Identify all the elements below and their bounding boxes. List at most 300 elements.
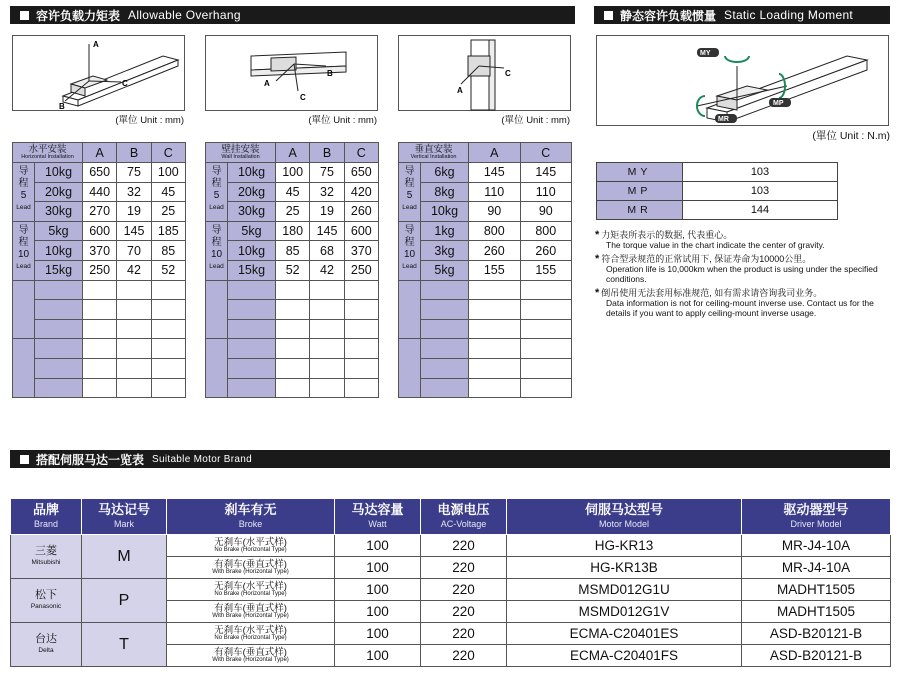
value-cell: 650: [344, 163, 378, 183]
motor-column-header: [421, 499, 507, 535]
unit-label-mm: (單位 Unit : mm): [501, 115, 570, 126]
value-cell: 90: [469, 202, 521, 222]
volt-cell: 220: [421, 557, 507, 579]
lead-num: 5: [406, 190, 413, 201]
value-cell: 260: [469, 241, 521, 261]
empty-cell: [310, 378, 344, 398]
label-c: C: [122, 79, 128, 88]
empty-cell: [117, 378, 151, 398]
value-cell: 155: [520, 260, 572, 280]
value-cell: 250: [344, 260, 378, 280]
empty-group-cell: [399, 280, 421, 339]
empty-cell: [344, 339, 378, 359]
note-item: [595, 288, 885, 318]
label-c: C: [300, 93, 306, 102]
value-cell: 100: [151, 163, 185, 183]
lead-group-label: [206, 163, 228, 222]
empty-cell: [520, 319, 572, 339]
header-en: AC-Voltage: [440, 518, 487, 529]
brand-cell: [11, 579, 82, 623]
empty-cell: [469, 378, 521, 398]
empty-cell: [117, 339, 151, 359]
brake-cell: [167, 579, 335, 601]
watt-cell: 100: [335, 623, 421, 645]
note-item: [595, 254, 885, 284]
empty-cell: [228, 300, 276, 320]
value-cell: 260: [344, 202, 378, 222]
motor-cell: ECMA-C20401ES: [507, 623, 742, 645]
load-cell: 30kg: [35, 202, 83, 222]
empty-cell: [310, 339, 344, 359]
brake-cell: [167, 601, 335, 623]
table-title: 水平安装 Horizontal Installation: [13, 143, 83, 163]
header-cn: 刹车有无: [224, 501, 277, 517]
mark-cell: T: [82, 623, 167, 667]
brake-cn: 有刹车(垂直式样): [214, 602, 287, 614]
value-cell: 145: [310, 221, 344, 241]
empty-cell: [35, 378, 83, 398]
empty-cell: [228, 358, 276, 378]
moment-value: 103: [683, 182, 838, 201]
lead-cn_bottom: 程: [18, 236, 29, 248]
horizontal-rail-drawing: [13, 36, 186, 112]
empty-cell: [228, 319, 276, 339]
table-row: [206, 182, 379, 202]
lead-cn_top: 导: [404, 224, 415, 236]
empty-cell: [520, 300, 572, 320]
value-cell: 800: [520, 221, 572, 241]
empty-cell: [421, 280, 469, 300]
value-cell: 650: [83, 163, 117, 183]
value-cell: 110: [520, 182, 572, 202]
empty-cell: [469, 339, 521, 359]
empty-cell: [276, 339, 310, 359]
empty-cell: [117, 319, 151, 339]
header-en: Broke: [238, 518, 263, 529]
overhang-table-0: [12, 142, 186, 398]
table-row: [13, 241, 186, 261]
lead-num: 5: [20, 190, 27, 201]
overhang-table-1: [205, 142, 379, 398]
empty-cell: [151, 339, 185, 359]
moment-value: 103: [683, 163, 838, 182]
empty-cell: [151, 319, 185, 339]
value-cell: 800: [469, 221, 521, 241]
empty-cell: [228, 339, 276, 359]
lead-group-label: [13, 163, 35, 222]
table-row: [13, 300, 186, 320]
empty-cell: [421, 378, 469, 398]
star-bullet-icon: *: [595, 229, 600, 241]
load-cell: 10kg: [35, 241, 83, 261]
overhang-title-cn: 容许负载力矩表: [36, 8, 121, 23]
lead-cn_bottom: 程: [404, 178, 415, 189]
brake-en: No Brake (Horizontal Type): [214, 634, 287, 641]
value-cell: 250: [83, 260, 117, 280]
value-cell: 85: [151, 241, 185, 261]
value-cell: 440: [83, 182, 117, 202]
table-row: [13, 378, 186, 398]
empty-cell: [83, 280, 117, 300]
empty-cell: [151, 378, 185, 398]
column-header: B: [310, 143, 344, 163]
motor-row: [11, 623, 891, 645]
empty-cell: [83, 378, 117, 398]
vertical-overhang-diagram: [398, 35, 571, 111]
empty-cell: [469, 319, 521, 339]
empty-cell: [310, 300, 344, 320]
empty-cell: [83, 339, 117, 359]
moment-row: [597, 182, 838, 201]
moment-label: MY: [597, 163, 683, 182]
value-cell: 260: [520, 241, 572, 261]
motor-column-header: [82, 499, 167, 535]
brake-cn: 无刹车(水平式样): [214, 624, 287, 636]
table-row: [13, 319, 186, 339]
header-en: Driver Model: [790, 518, 842, 529]
empty-cell: [276, 280, 310, 300]
empty-cell: [310, 319, 344, 339]
static-moment-diagram: [596, 35, 889, 126]
empty-cell: [344, 280, 378, 300]
value-cell: 25: [151, 202, 185, 222]
table-title: 垂直安装 Vertical Installation: [399, 143, 469, 163]
load-cell: 5kg: [228, 221, 276, 241]
motor-section-header: [10, 450, 890, 468]
load-cell: 6kg: [421, 163, 469, 183]
value-cell: 110: [469, 182, 521, 202]
column-header: A: [469, 143, 521, 163]
moment-row: [597, 201, 838, 220]
table-row: [13, 202, 186, 222]
lead-num: 5: [213, 190, 220, 201]
empty-cell: [228, 280, 276, 300]
empty-cell: [344, 300, 378, 320]
load-cell: 15kg: [35, 260, 83, 280]
lead-en: Lead: [16, 262, 31, 270]
notes-block: [595, 230, 885, 322]
table-row: [13, 358, 186, 378]
empty-cell: [520, 339, 572, 359]
empty-cell: [421, 358, 469, 378]
driver-cell: ASD-B20121-B: [742, 623, 891, 645]
table-row: [206, 163, 379, 183]
empty-cell: [83, 358, 117, 378]
brake-en: With Brake (Horizontal Type): [212, 568, 289, 575]
empty-cell: [228, 378, 276, 398]
note-en: The torque value in the chart indicate the center of gravity.: [606, 240, 825, 250]
value-cell: 32: [310, 182, 344, 202]
table-row: [206, 221, 379, 241]
empty-cell: [469, 300, 521, 320]
value-cell: 52: [151, 260, 185, 280]
empty-cell: [117, 280, 151, 300]
value-cell: 68: [310, 241, 344, 261]
motor-column-header: [335, 499, 421, 535]
empty-cell: [344, 378, 378, 398]
table-row: [206, 358, 379, 378]
value-cell: 52: [276, 260, 310, 280]
lead-en: Lead: [402, 262, 417, 270]
empty-cell: [151, 280, 185, 300]
table-title: 壁挂安装 Wall Installation: [206, 143, 276, 163]
table-row: [399, 319, 572, 339]
brake-cell: [167, 645, 335, 667]
label-mp: MP: [773, 100, 784, 107]
lead-group-label: [206, 221, 228, 280]
empty-cell: [151, 358, 185, 378]
mark-cell: M: [82, 535, 167, 579]
volt-cell: 220: [421, 579, 507, 601]
label-mr: MR: [718, 116, 729, 123]
load-cell: 10kg: [35, 163, 83, 183]
empty-cell: [83, 300, 117, 320]
motor-row: [11, 579, 891, 601]
empty-cell: [520, 378, 572, 398]
moment-label: MP: [597, 182, 683, 201]
moment-label: MR: [597, 201, 683, 220]
lead-num: 10: [403, 248, 416, 260]
empty-cell: [276, 358, 310, 378]
empty-cell: [469, 358, 521, 378]
square-bullet-icon: [20, 455, 29, 464]
table-row: [206, 378, 379, 398]
motor-title-en: Suitable Motor Brand: [152, 453, 252, 465]
moment-row: [597, 163, 838, 182]
table-row: [399, 378, 572, 398]
brand-cn: 三菱: [35, 544, 57, 557]
value-cell: 42: [117, 260, 151, 280]
table-row: [399, 221, 572, 241]
table-title-en: Vertical Installation: [410, 153, 457, 160]
label-my: MY: [700, 50, 711, 57]
load-cell: 30kg: [228, 202, 276, 222]
header-cn: 驱动器型号: [783, 501, 849, 517]
motor-row: [11, 535, 891, 557]
value-cell: 145: [520, 163, 572, 183]
empty-cell: [117, 358, 151, 378]
note-en: Operation life is 10,000km when the product is using under the specified conditions.: [606, 264, 878, 284]
table-row: [399, 163, 572, 183]
motor-column-header: [11, 499, 82, 535]
table-row: [206, 260, 379, 280]
table-row: [399, 339, 572, 359]
empty-cell: [421, 300, 469, 320]
table-row: [399, 358, 572, 378]
empty-cell: [344, 319, 378, 339]
value-cell: 85: [276, 241, 310, 261]
lead-group-label: [399, 163, 421, 222]
brake-cn: 无刹车(水平式样): [214, 536, 287, 548]
value-cell: 100: [276, 163, 310, 183]
motor-cell: HG-KR13: [507, 535, 742, 557]
brand-cn: 台达: [35, 632, 57, 645]
note-cn: 符合型录规范的正常试用下, 保证寿命为10000公里。: [601, 254, 812, 264]
lead-cn_top: 导: [404, 166, 415, 177]
watt-cell: 100: [335, 601, 421, 623]
lead-num: 10: [17, 248, 30, 260]
empty-cell: [310, 280, 344, 300]
empty-cell: [276, 378, 310, 398]
static-title-cn: 静态容许负载惯量: [620, 8, 717, 23]
watt-cell: 100: [335, 579, 421, 601]
brand-en: Delta: [38, 646, 54, 654]
star-bullet-icon: *: [595, 287, 600, 299]
wall-rail-drawing: [206, 36, 379, 112]
load-cell: 20kg: [228, 182, 276, 202]
empty-group-cell: [13, 280, 35, 339]
mark-cell: P: [82, 579, 167, 623]
motor-column-header: [167, 499, 335, 535]
value-cell: 270: [83, 202, 117, 222]
value-cell: 45: [276, 182, 310, 202]
value-cell: 25: [276, 202, 310, 222]
table-row: [13, 182, 186, 202]
empty-cell: [35, 300, 83, 320]
overhang-section-header: [10, 6, 575, 24]
value-cell: 145: [117, 221, 151, 241]
label-b: B: [59, 102, 65, 111]
table-row: [399, 300, 572, 320]
overhang-title-en: Allowable Overhang: [128, 8, 241, 22]
volt-cell: 220: [421, 645, 507, 667]
load-cell: 3kg: [421, 241, 469, 261]
empty-cell: [35, 358, 83, 378]
empty-cell: [421, 319, 469, 339]
volt-cell: 220: [421, 601, 507, 623]
motor-table: [10, 498, 891, 667]
header-cn: 电源电压: [437, 501, 490, 517]
brake-en: No Brake (Horizontal Type): [214, 590, 287, 597]
value-cell: 75: [117, 163, 151, 183]
moment-rail-drawing: [597, 36, 890, 127]
motor-column-header: [742, 499, 891, 535]
header-en: Watt: [368, 518, 387, 529]
label-c: C: [505, 69, 511, 78]
star-bullet-icon: *: [595, 253, 600, 265]
value-cell: 45: [151, 182, 185, 202]
watt-cell: 100: [335, 535, 421, 557]
table-row: [206, 241, 379, 261]
column-header: C: [344, 143, 378, 163]
load-cell: 15kg: [228, 260, 276, 280]
value-cell: 155: [469, 260, 521, 280]
empty-group-cell: [206, 339, 228, 398]
table-row: [399, 260, 572, 280]
wall-overhang-diagram: [205, 35, 378, 111]
header-cn: 马达容量: [351, 501, 404, 517]
table-row: [13, 221, 186, 241]
lead-num: 10: [210, 248, 223, 260]
note-en: Data information is not for ceiling-mount inverse use. Contact us for the details if you want to apply ceiling-mount inverse usage.: [606, 298, 874, 318]
empty-cell: [421, 339, 469, 359]
table-row: [399, 241, 572, 261]
value-cell: 75: [310, 163, 344, 183]
header-en: Brand: [33, 518, 59, 529]
brand-en: Panasonic: [30, 602, 62, 610]
brake-en: No Brake (Horizontal Type): [214, 546, 287, 553]
table-row: [206, 319, 379, 339]
table-row: [13, 163, 186, 183]
driver-cell: MADHT1505: [742, 601, 891, 623]
value-cell: 19: [310, 202, 344, 222]
value-cell: 42: [310, 260, 344, 280]
value-cell: 19: [117, 202, 151, 222]
table-row: [206, 300, 379, 320]
empty-cell: [469, 280, 521, 300]
note-item: [595, 230, 885, 250]
column-header: C: [520, 143, 572, 163]
lead-en: Lead: [209, 204, 224, 211]
empty-cell: [310, 358, 344, 378]
header-cn: 马达记号: [97, 501, 150, 517]
table-row: [399, 280, 572, 300]
note-cn: 力矩表所表示的数据, 代表重心。: [601, 230, 733, 240]
note-cn: 倒吊使用无法套用标准规范, 如有需求请咨询我司业务。: [601, 288, 823, 298]
vertical-rail-drawing: [399, 36, 572, 112]
load-cell: 10kg: [228, 241, 276, 261]
empty-cell: [276, 300, 310, 320]
value-cell: 600: [344, 221, 378, 241]
empty-cell: [35, 339, 83, 359]
brake-cell: [167, 557, 335, 579]
lead-group-label: [13, 221, 35, 280]
label-a: A: [457, 86, 463, 95]
static-section-header: [594, 6, 890, 24]
lead-cn_top: 导: [18, 224, 29, 236]
lead-cn_top: 导: [211, 224, 222, 236]
value-cell: 370: [83, 241, 117, 261]
value-cell: 185: [151, 221, 185, 241]
brand-cn: 松下: [35, 588, 57, 601]
load-cell: 10kg: [421, 202, 469, 222]
table-row: [13, 260, 186, 280]
static-title-en: Static Loading Moment: [724, 8, 854, 22]
moment-value: 144: [683, 201, 838, 220]
unit-label-mm: (單位 Unit : mm): [115, 115, 184, 126]
brake-cell: [167, 535, 335, 557]
load-cell: 5kg: [421, 260, 469, 280]
column-header: A: [83, 143, 117, 163]
value-cell: 90: [520, 202, 572, 222]
value-cell: 370: [344, 241, 378, 261]
motor-cell: ECMA-C20401FS: [507, 645, 742, 667]
table-row: [206, 280, 379, 300]
empty-cell: [344, 358, 378, 378]
column-header: C: [151, 143, 185, 163]
watt-cell: 100: [335, 557, 421, 579]
header-en: Motor Model: [598, 518, 650, 529]
driver-cell: MADHT1505: [742, 579, 891, 601]
driver-cell: ASD-B20121-B: [742, 645, 891, 667]
volt-cell: 220: [421, 623, 507, 645]
header-cn: 伺服马达型号: [584, 501, 663, 517]
empty-cell: [117, 300, 151, 320]
watt-cell: 100: [335, 645, 421, 667]
brake-en: With Brake (Horizontal Type): [212, 656, 289, 663]
empty-group-cell: [399, 339, 421, 398]
unit-label-mm: (單位 Unit : mm): [308, 115, 377, 126]
driver-cell: MR-J4-10A: [742, 557, 891, 579]
brand-cell: [11, 535, 82, 579]
empty-cell: [35, 319, 83, 339]
table-row: [13, 339, 186, 359]
empty-group-cell: [206, 280, 228, 339]
table-title-en: Wall Installation: [221, 153, 260, 160]
column-header: B: [117, 143, 151, 163]
horizontal-overhang-diagram: [12, 35, 185, 111]
driver-cell: MR-J4-10A: [742, 535, 891, 557]
